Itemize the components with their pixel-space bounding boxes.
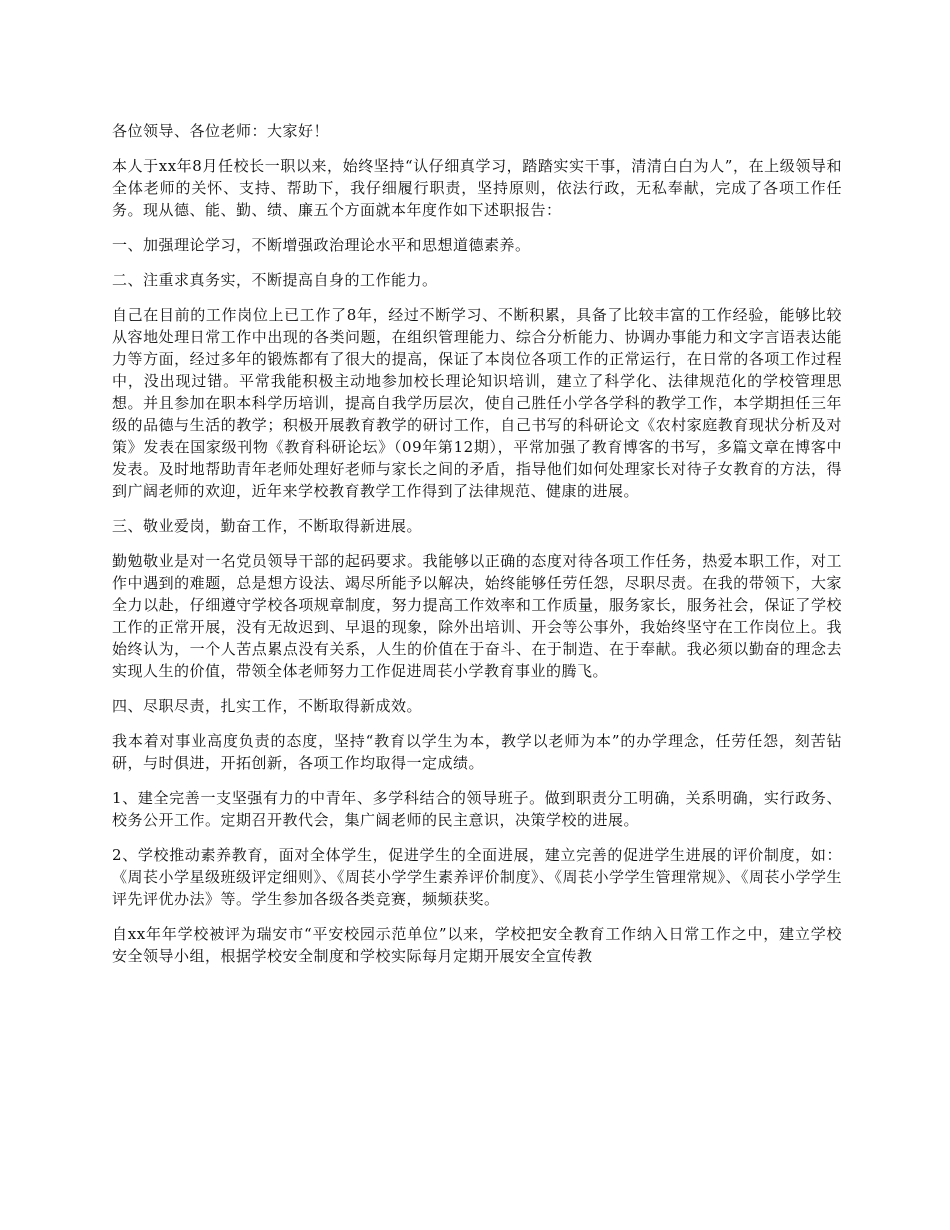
section-heading-1: 一、加强理论学习，不断增强政治理论水平和思想道德素养。 (112, 236, 531, 254)
body-paragraph: 自xx年年学校被评为瑞安市“平安校园示范单位”以来，学校把安全教育工作纳入日常工作之中，建立学校安全领导小组，根据学校安全制度和学校实际每月定期开展安全宣传教 (112, 925, 842, 965)
section-heading-2: 二、注重求真务实，不断提高自身的工作能力。 (112, 271, 438, 289)
list-item-2: 2、学校推动素养教育，面对全体学生，促进学生的全面进展，建立完善的促进学生进展的评价制度，如：《周苌小学星级班级评定细则》、《周苌小学学生素养评价制度》、《周苌小学学生管理常规》、《周苌小学学生评先评优办法》等。学生参加各级各类竞赛，频频获奖。 (112, 846, 843, 908)
section-heading-4: 四、尽职尽责，扎实工作，不断取得新成效。 (112, 697, 423, 715)
section-heading-3: 三、敬业爱岗，勤奋工作，不断取得新进展。 (112, 517, 423, 535)
intro-paragraph: 本人于xx年8月任校长一职以来，始终坚持“认仔细真学习，踏踏实实干事，清清白白为人”，在上级领导和全体老师的关怀、支持、帮助下，我仔细履行职责，坚持原则，依法行政，无私奉献，完成了各项工作任务。现从德、能、勤、绩、廉五个方面就本年度作如下述职报告： (112, 157, 842, 219)
body-paragraph: 我本着对事业高度负责的态度，坚持“教育以学生为本，教学以老师为本”的办学理念，任劳任怨，刻苦钻研，与时俱进，开拓创新，各项工作均取得一定成绩。 (112, 732, 842, 772)
greeting-paragraph: 各位领导、各位老师：大家好！ (112, 122, 330, 140)
body-paragraph: 勤勉敬业是对一名党员领导干部的起码要求。我能够以正确的态度对待各项工作任务，热爱本职工作，对工作中遇到的难题，总是想方设法、竭尽所能予以解决，始终能够任劳任怨，尽职尽责。在我的带领下，大家全力以赴，仔细遵守学校各项规章制度，努力提高工作效率和工作质量，服务家长，服务社会，保证了学校工作的正常开展，没有无故迟到、早退的现象，除外出培训、开会等公事外，我始终坚守在工作岗位上。我始终认为，一个人苦点累点没有关系，人生的价值在于奋斗、在于制造、在于奉献。我必须以勤奋的理念去实现人生的价值，带领全体老师努力工作促进周苌小学教育事业的腾飞。 (112, 552, 842, 680)
list-item-1: 1、建全完善一支坚强有力的中青年、多学科结合的领导班子。做到职责分工明确，关系明确，实行政务、校务公开工作。定期召开教代会，集广阔老师的民主意识，决策学校的进展。 (112, 789, 842, 829)
document-page (112, 120, 842, 980)
body-paragraph: 自己在目前的工作岗位上已工作了8年，经过不断学习、不断积累，具备了比较丰富的工作经验，能够比较从容地处理日常工作中出现的各类问题，在组织管理能力、综合分析能力、协调办事能力和文字言语表达能力等方面，经过多年的锻炼都有了很大的提高，保证了本岗位各项工作的正常运行，在日常的各项工作过程中，没出现过错。平常我能积极主动地参加校长理论知识培训，建立了科学化、法律规范化的学校管理思想。并且参加在职本科学历培训，提高自我学历层次，使自己胜任小学各学科的教学工作，本学期担任三年级的品德与生活的教学；积极开展教育教学的研讨工作，自己书写的科研论文《农村家庭教育现状分析及对策》发表在国家级刊物《教育科研论坛》（09年第12期），平常加强了教育博客的书写，多篇文章在博客中发表。及时地帮助青年老师处理好老师与家长之间的矛盾，指导他们如何处理家长对待子女教育的方法，得到广阔老师的欢迎，近年来学校教育教学工作得到了法律规范、健康的进展。 (112, 306, 842, 500)
